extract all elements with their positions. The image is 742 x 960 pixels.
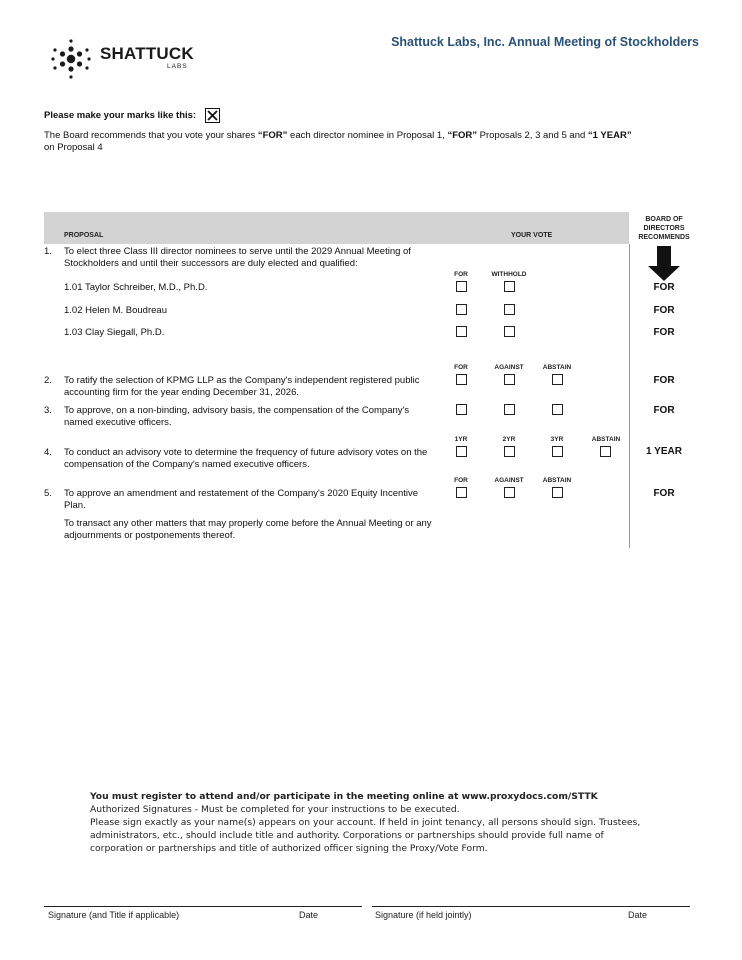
proposal-2-for-checkbox[interactable]	[456, 374, 467, 385]
logo-dots-icon	[50, 38, 92, 82]
down-arrow-icon	[647, 246, 681, 282]
board-recommendation-text: The Board recommends that you vote your shares “FOR” each director nominee in Proposal 1, “FOR” Proposals 2, 3 and 5 and “1 YEAR” on Proposal 4	[44, 130, 632, 153]
proposal-3-recommendation: FOR	[653, 405, 675, 416]
col-header-3yr: 3YR	[550, 436, 564, 443]
nominee-2-recommendation: FOR	[653, 305, 675, 316]
col-header-against: AGAINST	[494, 477, 524, 484]
signature-2-label: Signature (if held jointly)	[375, 910, 472, 920]
meeting-title: Shattuck Labs, Inc. Annual Meeting of Stockholders	[391, 35, 699, 49]
proposal-2-text: To ratify the selection of KPMG LLP as the Company's independent registered public accounting firm for the year ending December 31, 2026.	[64, 375, 420, 398]
proposal-5-for-checkbox[interactable]	[456, 487, 467, 498]
proposal-4-text: To conduct an advisory vote to determine the frequency of future advisory votes on the compensation of the Company's named executive officers.	[64, 447, 428, 470]
column-divider	[629, 244, 630, 548]
col-header-against: AGAINST	[494, 364, 524, 371]
nominee-3-recommendation: FOR	[653, 327, 675, 338]
header-your-vote: YOUR VOTE	[511, 232, 553, 239]
nominee-1-withhold-checkbox[interactable]	[504, 281, 515, 292]
authorized-signatures-notice: Authorized Signatures - Must be completed for your instructions to be executed.	[90, 804, 460, 815]
proposal-3-number: 3.	[44, 405, 52, 416]
proposal-5-number: 5.	[44, 488, 52, 499]
proposal-5-text: To approve an amendment and restatement of the Company's 2020 Equity Incentive Plan.	[64, 488, 419, 511]
proposal-4-abstain-checkbox[interactable]	[600, 446, 611, 457]
proposal-3-abstain-checkbox[interactable]	[552, 404, 563, 415]
col-header-for: FOR	[454, 477, 468, 484]
company-logo	[50, 38, 200, 82]
signature-line-1[interactable]	[44, 906, 362, 907]
signature-line-2[interactable]	[372, 906, 690, 907]
proposal-4-2yr-checkbox[interactable]	[504, 446, 515, 457]
footer-notice	[90, 790, 645, 855]
proposal-4-recommendation: 1 YEAR	[646, 446, 682, 457]
register-notice: You must register to attend and/or participate in the meeting online at www.proxydocs.com/STTK	[90, 791, 598, 802]
proposal-3-text: To approve, on a non-binding, advisory basis, the compensation of the Company's named executive officers.	[64, 405, 410, 428]
logo-sub: LABS	[167, 63, 188, 70]
nominee-3-for-checkbox[interactable]	[456, 326, 467, 337]
proposal-4-3yr-checkbox[interactable]	[552, 446, 563, 457]
sample-mark-icon	[205, 108, 220, 123]
other-matters-text: To transact any other matters that may properly come before the Annual Meeting or any adjournments or postponements thereof.	[64, 518, 432, 541]
nominee-1-recommendation: FOR	[653, 282, 675, 293]
table-header	[44, 212, 629, 244]
proposal-2-recommendation: FOR	[653, 375, 675, 386]
proposal-5-abstain-checkbox[interactable]	[552, 487, 563, 498]
marks-instruction: Please make your marks like this:	[44, 110, 197, 121]
nominee-3-label: 1.03 Clay Siegall, Ph.D.	[64, 327, 165, 338]
proposal-2-abstain-checkbox[interactable]	[552, 374, 563, 385]
signature-1-label: Signature (and Title if applicable)	[48, 910, 180, 920]
nominee-2-for-checkbox[interactable]	[456, 304, 467, 315]
nominee-1-label: 1.01 Taylor Schreiber, M.D., Ph.D.	[64, 282, 208, 293]
proposal-2-number: 2.	[44, 375, 52, 386]
proposal-4-1yr-checkbox[interactable]	[456, 446, 467, 457]
col-header-abstain: ABSTAIN	[542, 477, 572, 484]
proposal-3-against-checkbox[interactable]	[504, 404, 515, 415]
nominee-3-withhold-checkbox[interactable]	[504, 326, 515, 337]
logo-name: SHATTUCK	[100, 44, 194, 63]
col-header-withhold: WITHHOLD	[491, 271, 527, 278]
col-header-for: FOR	[454, 364, 468, 371]
proposal-3-for-checkbox[interactable]	[456, 404, 467, 415]
col-header-1yr: 1YR	[454, 436, 468, 443]
proposal-5-against-checkbox[interactable]	[504, 487, 515, 498]
date-2-label: Date	[628, 910, 648, 920]
header-board-recommends: BOARD OF DIRECTORS RECOMMENDS	[638, 216, 690, 241]
proposal-1-number: 1.	[44, 246, 52, 257]
proposal-2-against-checkbox[interactable]	[504, 374, 515, 385]
nominee-1-for-checkbox[interactable]	[456, 281, 467, 292]
nominee-2-label: 1.02 Helen M. Boudreau	[64, 305, 167, 316]
col-header-abstain: ABSTAIN	[542, 364, 572, 371]
nominee-2-withhold-checkbox[interactable]	[504, 304, 515, 315]
proposal-4-number: 4.	[44, 447, 52, 458]
header-proposal: PROPOSAL	[64, 232, 104, 239]
col-header-for: FOR	[454, 271, 468, 278]
col-header-2yr: 2YR	[502, 436, 516, 443]
proposal-5-recommendation: FOR	[653, 488, 675, 499]
proposal-1-text: To elect three Class III director nominees to serve until the 2029 Annual Meeting of Stockholders and until their successors are duly elected and qualified:	[64, 246, 411, 269]
date-1-label: Date	[299, 910, 319, 920]
signing-instructions: Please sign exactly as your name(s) appears on your account. If held in joint tenancy, all persons should sign. Trustees, administrators, etc., should include title and authority. Corporations or partnerships should provide full name of corporation or partnerships and title of authorized officer signing the Proxy/Vote Form.	[90, 817, 641, 854]
col-header-abstain: ABSTAIN	[591, 436, 621, 443]
